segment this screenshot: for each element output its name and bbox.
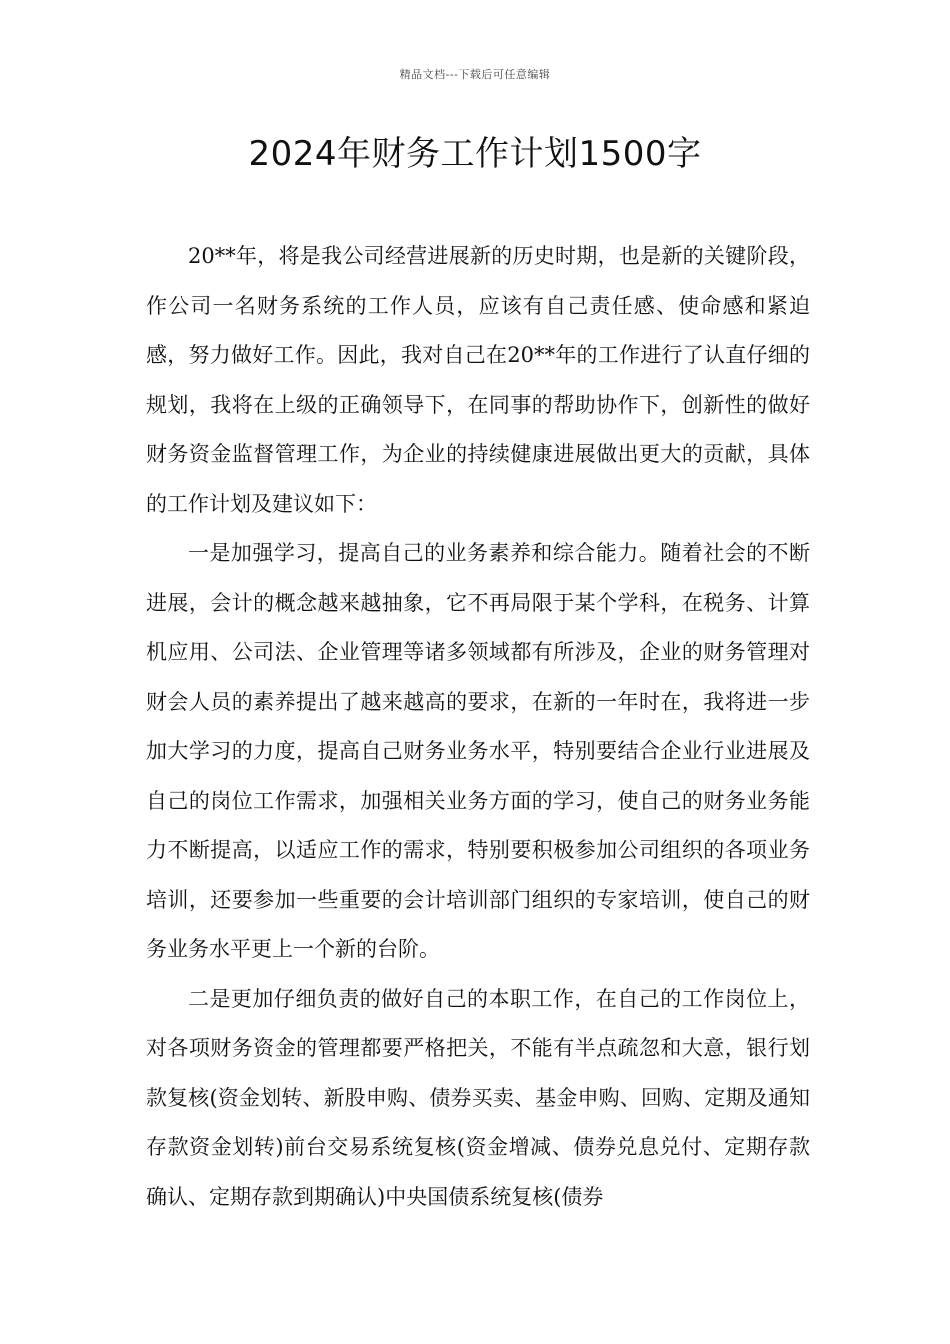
document-title: 2024年财务工作计划1500字 (248, 134, 702, 174)
paragraph-intro: 20**年，将是我公司经营进展新的历史时期，也是新的关键阶段，作公司一名财务系统的工作人员，应该有自己责任感、使命感和紧迫感，努力做好工作。因此，我对自己在20**年的工作进行了认直仔细的规划，我将在上级的正确领导下，在同事的帮助协作下，创新性的做好财务资金监督管理工作，为企业的持续健康进展做出更大的贡献，具体的工作计划及建议如下： (146, 244, 810, 516)
paragraph-point-two: 二是更加仔细负责的做好自己的本职工作，在自己的工作岗位上，对各项财务资金的管理都要严格把关，不能有半点疏忽和大意，银行划款复核(资金划转、新股申购、债券买卖、基金申购、回购、定期及通知存款资金划转)前台交易系统复核(资金增减、债券兑息兑付、定期存款确认、定期存款到期确认)中央国债系统复核(债券 (146, 986, 810, 1209)
paragraph-point-one: 一是加强学习，提高自己的业务素养和综合能力。随着社会的不断进展，会计的概念越来越抽象，它不再局限于某个学科，在税务、计算机应用、公司法、企业管理等诸多领域都有所涉及，企业的财务管理对财会人员的素养提出了越来越高的要求，在新的一年时在，我将进一步加大学习的力度，提高自己财务业务水平，特别要结合企业行业进展及自己的岗位工作需求，加强相关业务方面的学习，使自己的财务业务能力不断提高，以适应工作的需求，特别要积极参加公司组织的各项业务培训，还要参加一些重要的会计培训部门组织的专家培训，使自己的财务业务水平更上一个新的台阶。 (146, 541, 810, 961)
document-body (146, 232, 810, 1222)
header-note: 精品文档---下载后可任意编辑 (399, 68, 551, 81)
